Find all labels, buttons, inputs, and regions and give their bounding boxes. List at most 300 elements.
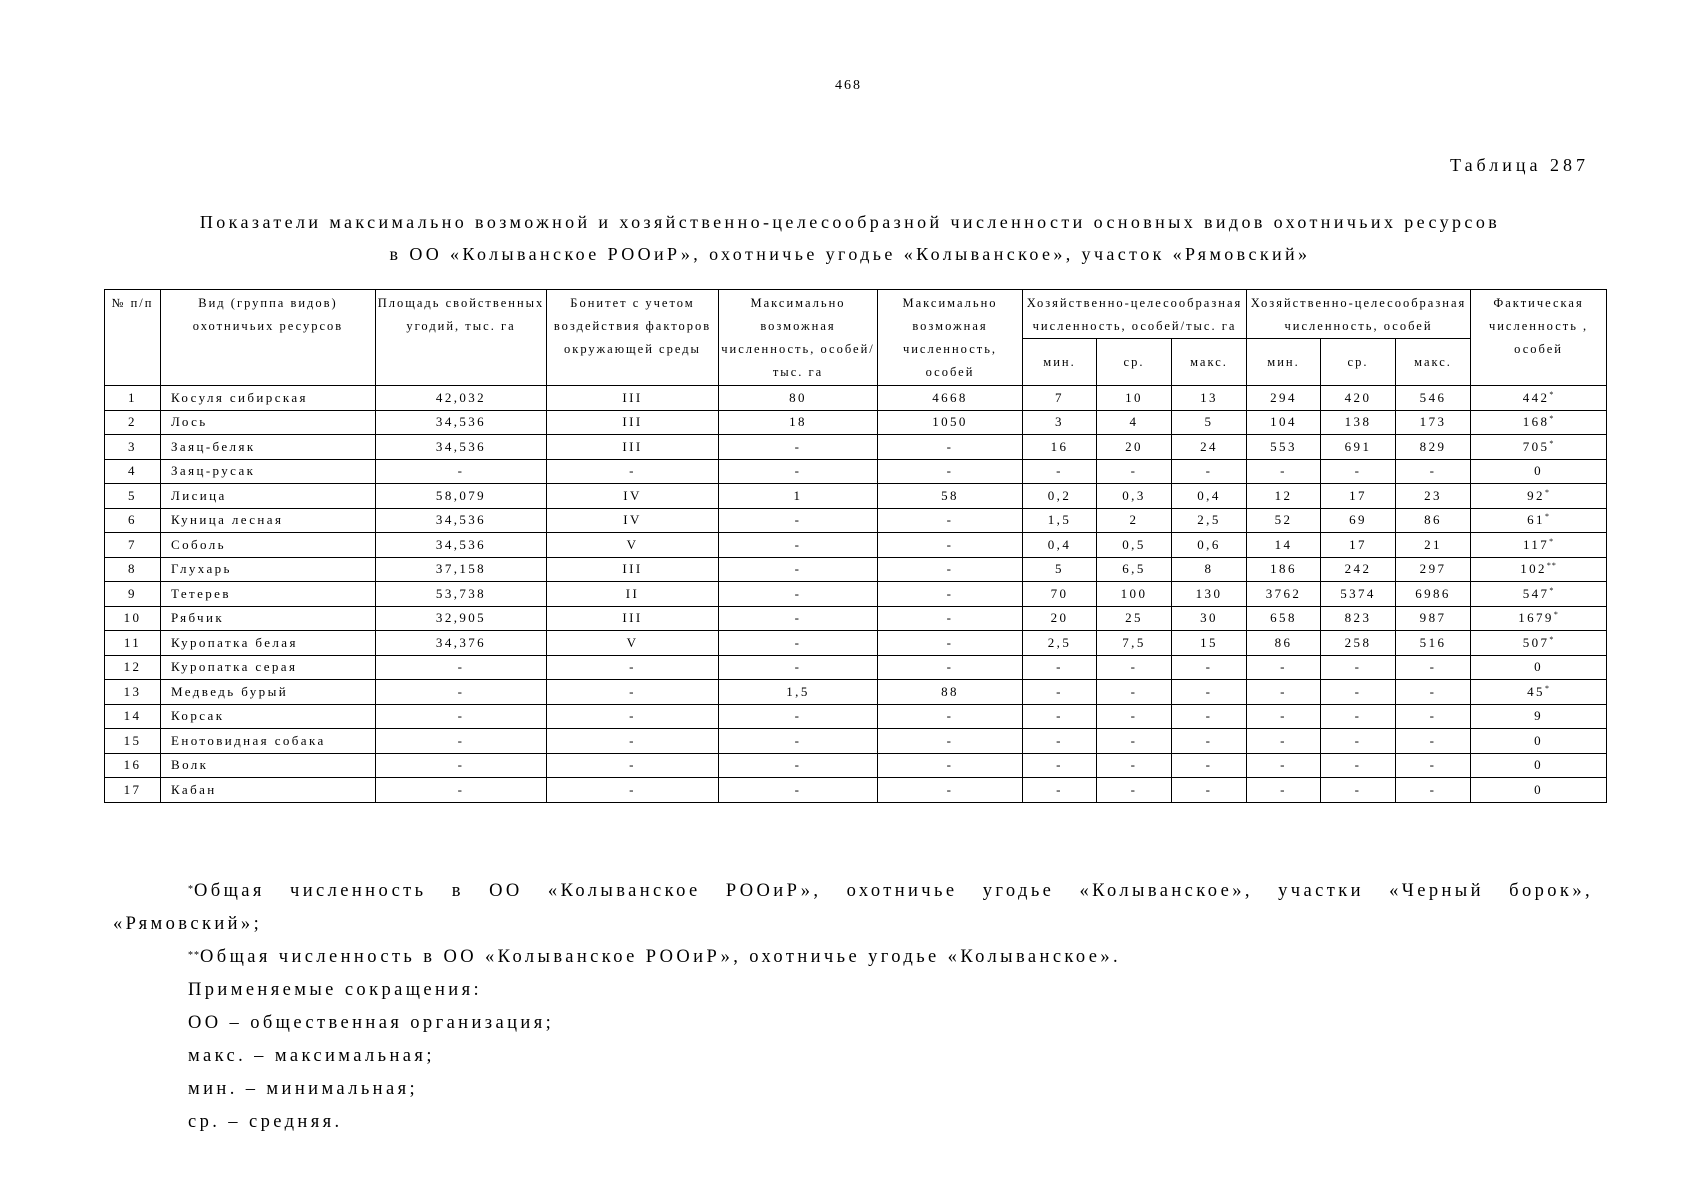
cell-density-max: 15 — [1172, 631, 1247, 656]
cell-species-name: Куница лесная — [161, 508, 376, 533]
cell-density-min: 2,5 — [1023, 631, 1097, 656]
cell-density-avg: 2 — [1097, 508, 1172, 533]
cell-bonitet: IV — [547, 508, 719, 533]
cell-count-avg: - — [1321, 704, 1396, 729]
cell-count-max: 21 — [1396, 533, 1471, 558]
actual-value: 92 — [1527, 487, 1545, 503]
cell-max-count: - — [878, 704, 1023, 729]
cell-count-min: 186 — [1247, 557, 1321, 582]
cell-density-min: 5 — [1023, 557, 1097, 582]
cell-bonitet: V — [547, 631, 719, 656]
table-row — [105, 484, 1607, 509]
actual-value: 442 — [1522, 389, 1550, 405]
cell-density-min: - — [1023, 704, 1097, 729]
cell-actual — [1471, 631, 1607, 656]
cell-count-max: 297 — [1396, 557, 1471, 582]
cell-area: 34,536 — [376, 410, 547, 435]
table-row — [105, 533, 1607, 558]
cell-density-avg: - — [1097, 778, 1172, 803]
table-row — [105, 680, 1607, 705]
cell-species-name: Соболь — [161, 533, 376, 558]
table-row — [105, 753, 1607, 778]
cell-count-max: - — [1396, 459, 1471, 484]
cell-actual — [1471, 729, 1607, 754]
footnote-mark: * — [1549, 389, 1555, 399]
cell-actual — [1471, 606, 1607, 631]
footnote-mark: * — [1544, 683, 1550, 693]
cell-density-avg: 20 — [1097, 435, 1172, 460]
cell-density-avg: - — [1097, 753, 1172, 778]
cell-count-min: - — [1247, 459, 1321, 484]
cell-density-max: 13 — [1172, 386, 1247, 411]
cell-density-avg: 0,5 — [1097, 533, 1172, 558]
cell-max-count: - — [878, 533, 1023, 558]
cell-area: 32,905 — [376, 606, 547, 631]
cell-max-density: 18 — [719, 410, 878, 435]
footnote-mark: * — [1553, 610, 1559, 620]
table-title-line-2: в ОО «Колыванское РООиР», охотничье угодье «Колыванское», участок «Рямовский» — [389, 244, 1311, 264]
cell-max-density: - — [719, 753, 878, 778]
cell-area: 58,079 — [376, 484, 547, 509]
cell-count-avg: - — [1321, 778, 1396, 803]
cell-density-min: 1,5 — [1023, 508, 1097, 533]
cell-density-avg: 25 — [1097, 606, 1172, 631]
cell-area: 34,536 — [376, 508, 547, 533]
cell-density-min: 7 — [1023, 386, 1097, 411]
cell-actual — [1471, 386, 1607, 411]
footnote-1-mark: * — [188, 884, 194, 895]
cell-count-avg: 823 — [1321, 606, 1396, 631]
cell-area: - — [376, 729, 547, 754]
cell-count-max: 829 — [1396, 435, 1471, 460]
cell-count-avg: 5374 — [1321, 582, 1396, 607]
actual-value: 0 — [1534, 732, 1543, 748]
cell-max-count: - — [878, 606, 1023, 631]
cell-area: 34,536 — [376, 533, 547, 558]
header-count-max: макс. — [1396, 339, 1471, 386]
cell-area: 42,032 — [376, 386, 547, 411]
cell-density-avg: 7,5 — [1097, 631, 1172, 656]
cell-max-count: 1050 — [878, 410, 1023, 435]
cell-max-density: - — [719, 459, 878, 484]
header-density-max: макс. — [1172, 339, 1247, 386]
cell-row-number: 4 — [105, 459, 161, 484]
cell-row-number: 7 — [105, 533, 161, 558]
cell-row-number: 17 — [105, 778, 161, 803]
actual-value: 117 — [1522, 536, 1550, 552]
cell-area: 34,536 — [376, 435, 547, 460]
cell-max-count: - — [878, 778, 1023, 803]
table-row — [105, 459, 1607, 484]
table-row — [105, 386, 1607, 411]
cell-max-count: - — [878, 582, 1023, 607]
cell-species-name: Кабан — [161, 778, 376, 803]
cell-bonitet: III — [547, 386, 719, 411]
page-number: 468 — [835, 78, 862, 93]
cell-species-name: Корсак — [161, 704, 376, 729]
footnote-2-text: Общая численность в ОО «Колыванское РООиР», охотничье угодье «Колыванское». — [200, 947, 1122, 967]
cell-max-density: - — [719, 435, 878, 460]
cell-row-number: 12 — [105, 655, 161, 680]
cell-count-max: 516 — [1396, 631, 1471, 656]
cell-density-max: - — [1172, 655, 1247, 680]
cell-density-avg: - — [1097, 459, 1172, 484]
cell-count-avg: - — [1321, 753, 1396, 778]
cell-actual — [1471, 655, 1607, 680]
table-row — [105, 508, 1607, 533]
cell-max-density: - — [719, 631, 878, 656]
cell-density-min: 16 — [1023, 435, 1097, 460]
cell-max-count: 88 — [878, 680, 1023, 705]
header-max-count: Максимально возможная численность, особей — [878, 290, 1023, 386]
cell-max-density: - — [719, 655, 878, 680]
footnote-mark: * — [1549, 414, 1555, 424]
cell-density-avg: 10 — [1097, 386, 1172, 411]
cell-density-avg: 4 — [1097, 410, 1172, 435]
cell-density-max: 130 — [1172, 582, 1247, 607]
cell-max-density: - — [719, 533, 878, 558]
cell-max-count: - — [878, 508, 1023, 533]
cell-max-count: - — [878, 631, 1023, 656]
actual-value: 61 — [1527, 512, 1545, 528]
cell-actual — [1471, 508, 1607, 533]
footnote-1 — [113, 875, 1593, 941]
actual-value: 102 — [1520, 561, 1547, 577]
actual-value: 1679 — [1518, 610, 1554, 626]
population-table — [104, 289, 1607, 803]
cell-bonitet: V — [547, 533, 719, 558]
footnote-mark: ** — [1546, 561, 1557, 571]
table-row — [105, 704, 1607, 729]
cell-species-name: Косуля сибирская — [161, 386, 376, 411]
cell-area: - — [376, 704, 547, 729]
cell-actual — [1471, 753, 1607, 778]
cell-species-name: Куропатка серая — [161, 655, 376, 680]
footnote-1-text: Общая численность в ОО «Колыванское РООиР», охотничье угодье «Колыванское», участки «Черный борок», «Рямовский»; — [113, 881, 1593, 934]
header-density-min: мин. — [1023, 339, 1097, 386]
cell-density-max: 8 — [1172, 557, 1247, 582]
cell-bonitet: III — [547, 606, 719, 631]
cell-density-max: 24 — [1172, 435, 1247, 460]
cell-count-max: 23 — [1396, 484, 1471, 509]
cell-max-count: - — [878, 435, 1023, 460]
cell-bonitet: - — [547, 729, 719, 754]
table-title-line-1: Показатели максимально возможной и хозяйственно-целесообразной численности основных видов охотничьих ресурсов — [199, 212, 1501, 232]
cell-max-count: - — [878, 557, 1023, 582]
footnote-mark: * — [1549, 536, 1555, 546]
cell-species-name: Глухарь — [161, 557, 376, 582]
cell-max-density: - — [719, 582, 878, 607]
cell-density-avg: - — [1097, 729, 1172, 754]
cell-species-name: Волк — [161, 753, 376, 778]
cell-max-density: - — [719, 508, 878, 533]
cell-area: - — [376, 680, 547, 705]
cell-row-number: 14 — [105, 704, 161, 729]
cell-density-min: 3 — [1023, 410, 1097, 435]
cell-count-avg: - — [1321, 729, 1396, 754]
cell-count-max: 6986 — [1396, 582, 1471, 607]
cell-area: - — [376, 753, 547, 778]
cell-species-name: Куропатка белая — [161, 631, 376, 656]
cell-actual — [1471, 533, 1607, 558]
actual-value: 9 — [1534, 708, 1543, 724]
table-row — [105, 435, 1607, 460]
cell-count-avg: 420 — [1321, 386, 1396, 411]
cell-density-min: - — [1023, 729, 1097, 754]
header-area: Площадь свойственных угодий, тыс. га — [376, 290, 547, 386]
cell-max-density: - — [719, 557, 878, 582]
cell-count-avg: 242 — [1321, 557, 1396, 582]
actual-value: 0 — [1534, 659, 1543, 675]
cell-count-min: 12 — [1247, 484, 1321, 509]
cell-density-max: 5 — [1172, 410, 1247, 435]
footnote-mark: * — [1549, 438, 1555, 448]
cell-count-max: - — [1396, 778, 1471, 803]
cell-density-max: - — [1172, 729, 1247, 754]
cell-bonitet: - — [547, 704, 719, 729]
cell-bonitet: - — [547, 655, 719, 680]
cell-bonitet: - — [547, 753, 719, 778]
cell-max-count: - — [878, 753, 1023, 778]
cell-count-avg: 138 — [1321, 410, 1396, 435]
cell-density-min: - — [1023, 680, 1097, 705]
table-row — [105, 631, 1607, 656]
cell-count-avg: 258 — [1321, 631, 1396, 656]
cell-max-count: 58 — [878, 484, 1023, 509]
cell-count-min: - — [1247, 655, 1321, 680]
cell-bonitet: II — [547, 582, 719, 607]
cell-density-avg: - — [1097, 704, 1172, 729]
table-row — [105, 582, 1607, 607]
cell-bonitet: III — [547, 435, 719, 460]
header-species: Вид (группа видов) охотничьих ресурсов — [161, 290, 376, 386]
cell-actual — [1471, 459, 1607, 484]
cell-max-density: - — [719, 729, 878, 754]
cell-count-avg: 17 — [1321, 533, 1396, 558]
cell-row-number: 6 — [105, 508, 161, 533]
actual-value: 0 — [1534, 463, 1543, 479]
header-count-avg: ср. — [1321, 339, 1396, 386]
table-row — [105, 655, 1607, 680]
header-max-density: Максимально возможная численность, особей/тыс. га — [719, 290, 878, 386]
actual-value: 0 — [1534, 757, 1543, 773]
cell-max-density: - — [719, 778, 878, 803]
cell-row-number: 10 — [105, 606, 161, 631]
cell-count-min: - — [1247, 778, 1321, 803]
cell-density-min: - — [1023, 753, 1097, 778]
cell-row-number: 8 — [105, 557, 161, 582]
table-row — [105, 729, 1607, 754]
header-econ-count: Хозяйственно-целесообразная численность, особей — [1247, 290, 1471, 339]
cell-count-avg: 17 — [1321, 484, 1396, 509]
cell-density-max: 0,4 — [1172, 484, 1247, 509]
cell-count-min: - — [1247, 729, 1321, 754]
cell-density-min: - — [1023, 655, 1097, 680]
cell-bonitet: III — [547, 557, 719, 582]
footnote-mark: * — [1549, 585, 1555, 595]
cell-area: - — [376, 459, 547, 484]
cell-count-min: 52 — [1247, 508, 1321, 533]
footnote-mark: * — [1544, 487, 1550, 497]
cell-count-avg: - — [1321, 680, 1396, 705]
cell-max-density: - — [719, 606, 878, 631]
cell-max-count: 4668 — [878, 386, 1023, 411]
cell-area: 53,738 — [376, 582, 547, 607]
cell-count-min: 86 — [1247, 631, 1321, 656]
cell-count-min: - — [1247, 704, 1321, 729]
cell-density-avg: - — [1097, 680, 1172, 705]
cell-actual — [1471, 410, 1607, 435]
cell-count-max: - — [1396, 729, 1471, 754]
cell-max-density: 80 — [719, 386, 878, 411]
header-count-min: мин. — [1247, 339, 1321, 386]
cell-species-name: Медведь бурый — [161, 680, 376, 705]
cell-density-max: - — [1172, 778, 1247, 803]
cell-species-name: Енотовидная собака — [161, 729, 376, 754]
actual-value: 45 — [1527, 683, 1545, 699]
header-actual: Фактическая численность , особей — [1471, 290, 1607, 386]
cell-count-avg: 69 — [1321, 508, 1396, 533]
cell-actual — [1471, 704, 1607, 729]
abbreviation-item: ОО – общественная организация; — [188, 1013, 555, 1033]
cell-bonitet: - — [547, 680, 719, 705]
cell-row-number: 16 — [105, 753, 161, 778]
cell-row-number: 13 — [105, 680, 161, 705]
cell-density-avg: 100 — [1097, 582, 1172, 607]
cell-density-avg: 0,3 — [1097, 484, 1172, 509]
cell-count-min: 658 — [1247, 606, 1321, 631]
table-row — [105, 606, 1607, 631]
cell-species-name: Лисица — [161, 484, 376, 509]
cell-actual — [1471, 680, 1607, 705]
cell-density-max: 0,6 — [1172, 533, 1247, 558]
cell-area: - — [376, 655, 547, 680]
cell-count-max: - — [1396, 753, 1471, 778]
cell-bonitet: III — [547, 410, 719, 435]
cell-actual — [1471, 557, 1607, 582]
actual-value: 168 — [1522, 414, 1550, 430]
cell-count-max: - — [1396, 655, 1471, 680]
cell-density-max: 30 — [1172, 606, 1247, 631]
cell-row-number: 3 — [105, 435, 161, 460]
cell-count-max: 86 — [1396, 508, 1471, 533]
cell-count-min: 3762 — [1247, 582, 1321, 607]
cell-density-max: - — [1172, 704, 1247, 729]
cell-species-name: Заяц-беляк — [161, 435, 376, 460]
cell-density-max: - — [1172, 753, 1247, 778]
cell-max-density: - — [719, 704, 878, 729]
table-body — [105, 386, 1607, 803]
cell-species-name: Лось — [161, 410, 376, 435]
cell-bonitet: - — [547, 778, 719, 803]
footnote-2 — [113, 941, 1593, 974]
cell-row-number: 1 — [105, 386, 161, 411]
cell-count-avg: - — [1321, 655, 1396, 680]
abbreviation-item: мин. – минимальная; — [188, 1079, 419, 1099]
actual-value: 705 — [1522, 438, 1550, 454]
cell-actual — [1471, 484, 1607, 509]
cell-count-max: - — [1396, 704, 1471, 729]
cell-density-min: - — [1023, 778, 1097, 803]
cell-count-min: - — [1247, 680, 1321, 705]
cell-max-density: 1,5 — [719, 680, 878, 705]
cell-max-count: - — [878, 729, 1023, 754]
cell-area: 37,158 — [376, 557, 547, 582]
cell-count-max: 987 — [1396, 606, 1471, 631]
cell-row-number: 9 — [105, 582, 161, 607]
cell-count-avg: 691 — [1321, 435, 1396, 460]
cell-count-avg: - — [1321, 459, 1396, 484]
cell-count-min: - — [1247, 753, 1321, 778]
cell-actual — [1471, 435, 1607, 460]
actual-value: 0 — [1534, 781, 1543, 797]
abbreviation-item: макс. – максимальная; — [188, 1046, 435, 1066]
footnotes — [113, 875, 1593, 1139]
cell-density-min: - — [1023, 459, 1097, 484]
table-row — [105, 778, 1607, 803]
cell-density-avg: 6,5 — [1097, 557, 1172, 582]
cell-species-name: Заяц-русак — [161, 459, 376, 484]
cell-row-number: 5 — [105, 484, 161, 509]
cell-row-number: 11 — [105, 631, 161, 656]
cell-area: - — [376, 778, 547, 803]
actual-value: 547 — [1522, 585, 1550, 601]
header-num: № п/п — [105, 290, 161, 386]
cell-count-min: 294 — [1247, 386, 1321, 411]
cell-count-max: - — [1396, 680, 1471, 705]
cell-area: 34,376 — [376, 631, 547, 656]
cell-species-name: Рябчик — [161, 606, 376, 631]
table-row — [105, 557, 1607, 582]
cell-density-max: - — [1172, 680, 1247, 705]
cell-max-density: 1 — [719, 484, 878, 509]
cell-actual — [1471, 778, 1607, 803]
cell-density-min: 0,4 — [1023, 533, 1097, 558]
cell-count-min: 104 — [1247, 410, 1321, 435]
actual-value: 507 — [1522, 634, 1550, 650]
header-econ-density: Хозяйственно-целесообразная численность, особей/тыс. га — [1023, 290, 1247, 339]
cell-max-count: - — [878, 459, 1023, 484]
cell-density-min: 20 — [1023, 606, 1097, 631]
table-label: Таблица 287 — [1450, 155, 1589, 175]
footnote-mark: * — [1549, 634, 1555, 644]
cell-count-min: 14 — [1247, 533, 1321, 558]
cell-density-min: 0,2 — [1023, 484, 1097, 509]
header-density-avg: ср. — [1097, 339, 1172, 386]
cell-count-max: 173 — [1396, 410, 1471, 435]
cell-count-min: 553 — [1247, 435, 1321, 460]
table-title — [108, 206, 1592, 270]
footnote-2-mark: ** — [188, 950, 200, 961]
cell-actual — [1471, 582, 1607, 607]
footnote-mark: * — [1544, 512, 1550, 522]
cell-bonitet: - — [547, 459, 719, 484]
abbreviation-item: ср. – средняя. — [188, 1112, 343, 1132]
header-bonitet: Бонитет с учетом воздействия факторов окружающей среды — [547, 290, 719, 386]
table-row — [105, 410, 1607, 435]
cell-max-count: - — [878, 655, 1023, 680]
cell-species-name: Тетерев — [161, 582, 376, 607]
cell-density-max: - — [1172, 459, 1247, 484]
cell-density-min: 70 — [1023, 582, 1097, 607]
abbreviations-heading: Применяемые сокращения: — [188, 980, 483, 1000]
cell-row-number: 2 — [105, 410, 161, 435]
cell-count-max: 546 — [1396, 386, 1471, 411]
cell-row-number: 15 — [105, 729, 161, 754]
cell-density-max: 2,5 — [1172, 508, 1247, 533]
cell-bonitet: IV — [547, 484, 719, 509]
cell-density-avg: - — [1097, 655, 1172, 680]
